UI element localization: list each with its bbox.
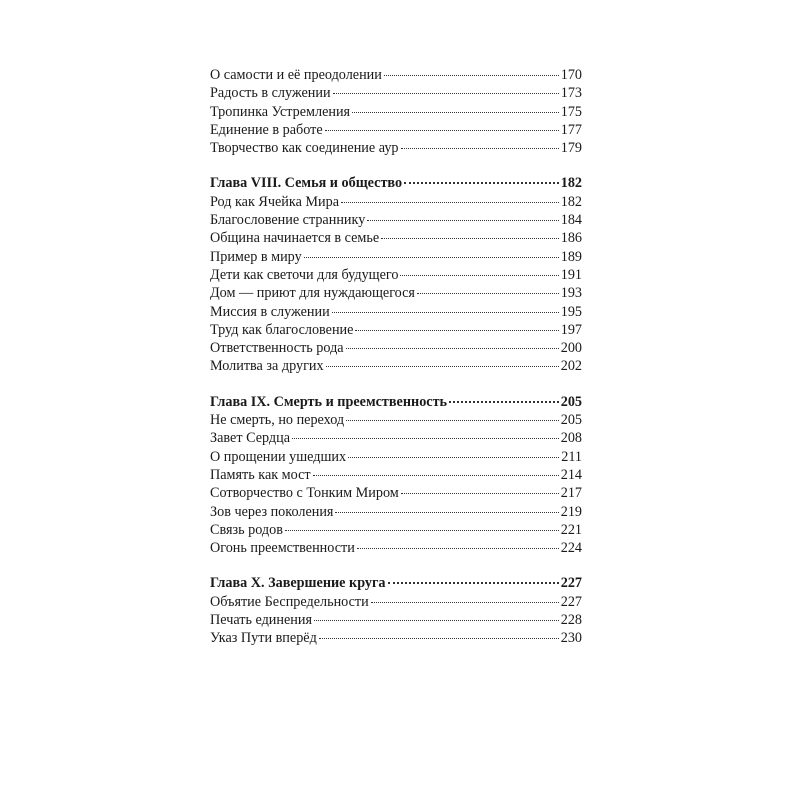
dot-leader	[304, 256, 559, 258]
toc-entry	[210, 611, 582, 629]
toc-entry	[210, 284, 582, 302]
entry-page-number: 173	[560, 85, 582, 102]
entry-page-number: 175	[560, 103, 582, 120]
entry-page-number: 219	[560, 503, 582, 520]
toc-section	[210, 574, 582, 647]
chapter-title: Глава VIII. Семья и общество	[210, 175, 403, 192]
toc-entry	[210, 411, 582, 429]
dot-leader	[404, 181, 559, 184]
dot-leader	[417, 292, 559, 294]
entry-page-number: 177	[560, 121, 582, 138]
dot-leader	[352, 111, 559, 113]
entry-page-number: 197	[560, 321, 582, 338]
dot-leader	[332, 311, 559, 313]
entry-page-number: 211	[561, 448, 582, 465]
dot-leader	[348, 456, 559, 458]
chapter-page-number: 227	[560, 575, 582, 592]
dot-leader	[319, 637, 559, 639]
dot-leader	[346, 419, 559, 421]
toc-section	[210, 66, 582, 157]
toc-entry	[210, 629, 582, 647]
dot-leader	[401, 492, 559, 494]
chapter-title: Глава IX. Смерть и преемственность	[210, 393, 448, 410]
entry-title: Молитва за других	[210, 358, 324, 375]
entry-page-number: 228	[560, 612, 582, 629]
dot-leader	[335, 511, 558, 513]
toc-entry	[210, 448, 582, 466]
toc-entry	[210, 339, 582, 357]
entry-title: Не смерть, но переход	[210, 412, 345, 429]
entry-page-number: 200	[560, 340, 582, 357]
dot-leader	[400, 274, 558, 276]
dot-leader	[367, 219, 558, 221]
dot-leader	[388, 581, 559, 584]
toc-entry	[210, 521, 582, 539]
toc-entry	[210, 248, 582, 266]
section-gap	[210, 376, 582, 393]
toc-entry	[210, 103, 582, 121]
entry-title: Связь родов	[210, 521, 283, 538]
dot-leader	[341, 201, 559, 203]
entry-title: Огонь преемственности	[210, 540, 355, 557]
dot-leader	[346, 347, 559, 349]
toc-entry	[210, 429, 582, 447]
toc-entry	[210, 211, 582, 229]
dot-leader	[333, 92, 559, 94]
entry-title: О прощении ушедших	[210, 448, 347, 465]
toc-entry	[210, 139, 582, 157]
chapter-heading	[210, 574, 582, 592]
entry-title: Объятие Беспредельности	[210, 593, 369, 610]
entry-title: Тропинка Устремления	[210, 103, 351, 120]
section-gap	[210, 157, 582, 174]
toc-entry	[210, 484, 582, 502]
entry-page-number: 221	[560, 521, 582, 538]
entry-page-number: 186	[560, 230, 582, 247]
toc-entry	[210, 266, 582, 284]
chapter-heading	[210, 393, 582, 411]
entry-title: О самости и её преодолении	[210, 67, 382, 83]
entry-title: Сотворчество с Тонким Миром	[210, 485, 399, 502]
dot-leader	[285, 529, 559, 531]
toc-section	[210, 174, 582, 375]
dot-leader	[384, 74, 559, 76]
entry-title: Радость в служении	[210, 85, 331, 102]
entry-title: Община начинается в семье	[210, 230, 380, 247]
entry-title: Род как Ячейка Мира	[210, 193, 340, 210]
dot-leader	[355, 329, 558, 331]
dot-leader	[326, 365, 559, 367]
entry-page-number: 179	[560, 140, 582, 157]
entry-title: Творчество как соединение аур	[210, 140, 399, 157]
dot-leader	[325, 129, 559, 131]
entry-page-number: 184	[560, 212, 582, 229]
entry-title: Единение в работе	[210, 121, 323, 138]
toc-entry	[210, 466, 582, 484]
dot-leader	[449, 400, 559, 403]
entry-page-number: 202	[560, 358, 582, 375]
toc-entry	[210, 357, 582, 375]
dot-leader	[357, 547, 559, 549]
dot-leader	[401, 147, 559, 149]
entry-page-number: 170	[560, 67, 582, 83]
toc-entry	[210, 84, 582, 102]
entry-title: Благословение страннику	[210, 212, 366, 229]
entry-title: Ответственность рода	[210, 340, 344, 357]
entry-title: Память как мост	[210, 466, 311, 483]
dot-leader	[313, 474, 559, 476]
chapter-page-number: 182	[560, 175, 582, 192]
chapter-title: Глава X. Завершение круга	[210, 575, 386, 592]
entry-page-number: 191	[560, 266, 582, 283]
chapter-page-number: 205	[560, 393, 582, 410]
entry-page-number: 208	[560, 430, 582, 447]
toc-entry	[210, 303, 582, 321]
toc-entry	[210, 539, 582, 557]
entry-title: Печать единения	[210, 612, 312, 629]
dot-leader	[371, 601, 559, 603]
entry-title: Завет Сердца	[210, 430, 291, 447]
entry-page-number: 205	[560, 412, 582, 429]
toc-entry	[210, 229, 582, 247]
toc-entry	[210, 193, 582, 211]
section-gap	[210, 557, 582, 574]
toc-entry	[210, 121, 582, 139]
entry-page-number: 217	[560, 485, 582, 502]
entry-page-number: 195	[560, 303, 582, 320]
entry-page-number: 214	[560, 466, 582, 483]
entry-page-number: 182	[560, 193, 582, 210]
entry-title: Труд как благословение	[210, 321, 354, 338]
entry-title: Зов через поколения	[210, 503, 334, 520]
dot-leader	[314, 619, 559, 621]
entry-title: Дети как светочи для будущего	[210, 266, 399, 283]
entry-page-number: 189	[560, 248, 582, 265]
toc-entry	[210, 503, 582, 521]
entry-title: Пример в миру	[210, 248, 302, 265]
entry-page-number: 227	[560, 593, 582, 610]
dot-leader	[381, 237, 559, 239]
entry-page-number: 230	[560, 630, 582, 647]
entry-page-number: 193	[560, 285, 582, 302]
toc-entry	[210, 593, 582, 611]
dot-leader	[292, 437, 559, 439]
toc-entry	[210, 66, 582, 84]
entry-page-number: 224	[560, 540, 582, 557]
toc-entry	[210, 321, 582, 339]
table-of-contents	[210, 66, 582, 648]
entry-title: Указ Пути вперёд	[210, 630, 317, 647]
toc-section	[210, 393, 582, 558]
entry-title: Дом — приют для нуждающегося	[210, 285, 415, 302]
chapter-heading	[210, 174, 582, 192]
entry-title: Миссия в служении	[210, 303, 330, 320]
